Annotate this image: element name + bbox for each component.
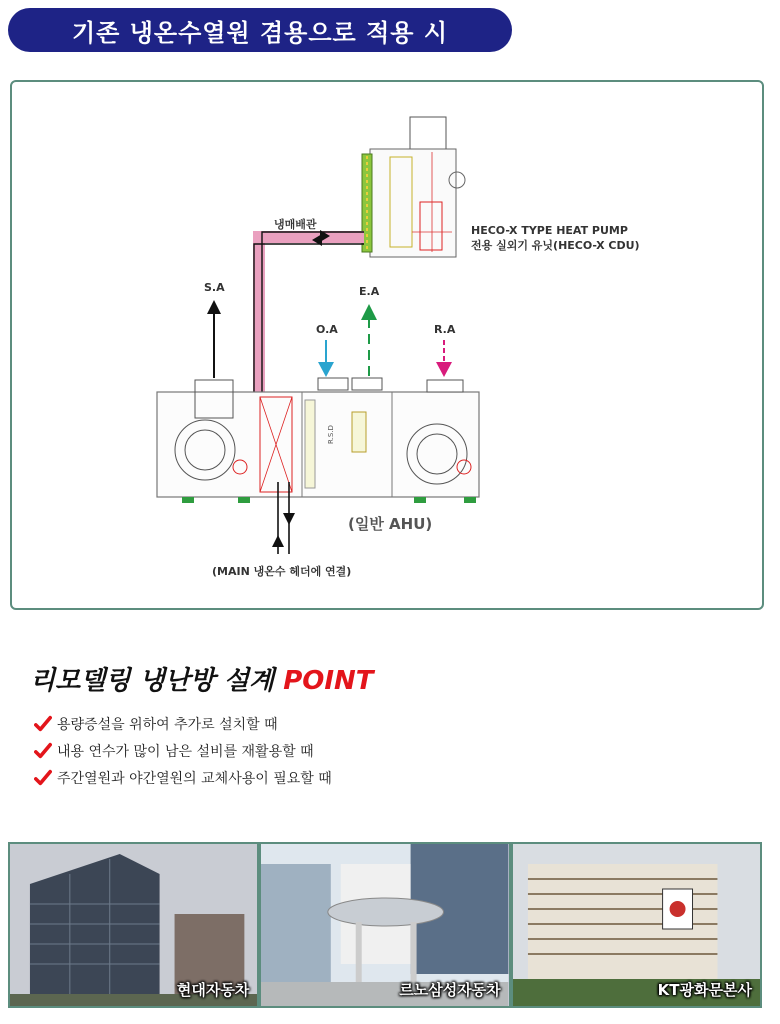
unit-name-line2: 전용 실외기 유닛(HECO-X CDU) [471, 239, 640, 252]
ea-arrow [361, 304, 377, 376]
photo-caption: 현대자동차 [176, 981, 250, 999]
check-icon [34, 715, 52, 733]
list-item [34, 710, 332, 737]
page-title: 기존 냉온수열원 겸용으로 적용 시 [72, 18, 448, 47]
check-icon [34, 769, 52, 787]
remodel-point-list [34, 710, 332, 791]
ahu-body [157, 378, 479, 503]
photo-hyundai [10, 844, 257, 1006]
sa-label: S.A [204, 281, 225, 294]
remodel-title-text: 리모델링 냉난방 설계 [30, 666, 275, 696]
outdoor-unit [362, 117, 465, 257]
sa-arrow [207, 300, 221, 378]
page-title-banner [8, 8, 512, 52]
ahu-label: (일반 AHU) [348, 515, 433, 533]
remodel-point-title [30, 660, 374, 697]
list-item [34, 737, 332, 764]
refrigerant-pipe-label: 냉매배관 [274, 218, 317, 231]
list-item-text: 내용 연수가 많이 남은 설비를 재활용할 때 [57, 743, 314, 760]
oa-label: O.A [316, 323, 338, 336]
check-icon [34, 742, 52, 760]
reference-photos [8, 842, 762, 1008]
unit-name-line1: HECO-X TYPE HEAT PUMP [471, 224, 628, 237]
list-item-text: 용량증설을 위하여 추가로 설치할 때 [57, 716, 278, 733]
rsd-label: R.S.D [327, 425, 335, 444]
photo-kt-gwanghwamun [513, 844, 760, 1006]
photo-caption: 르노삼성자동차 [399, 981, 501, 999]
oa-arrow [318, 340, 334, 377]
photo-caption: KT광화문본사 [657, 981, 752, 999]
photo-renault-samsung [261, 844, 508, 1006]
list-item-text: 주간열원과 야간열원의 교체사용이 필요할 때 [57, 770, 332, 787]
remodel-title-accent: POINT [283, 666, 374, 696]
diagram-drawing [12, 82, 766, 612]
system-diagram [10, 80, 764, 610]
ea-label: E.A [359, 285, 380, 298]
ra-arrow [436, 340, 452, 377]
main-header-label: (MAIN 냉온수 헤더에 연결) [212, 565, 352, 578]
list-item [34, 764, 332, 791]
ra-label: R.A [434, 323, 456, 336]
